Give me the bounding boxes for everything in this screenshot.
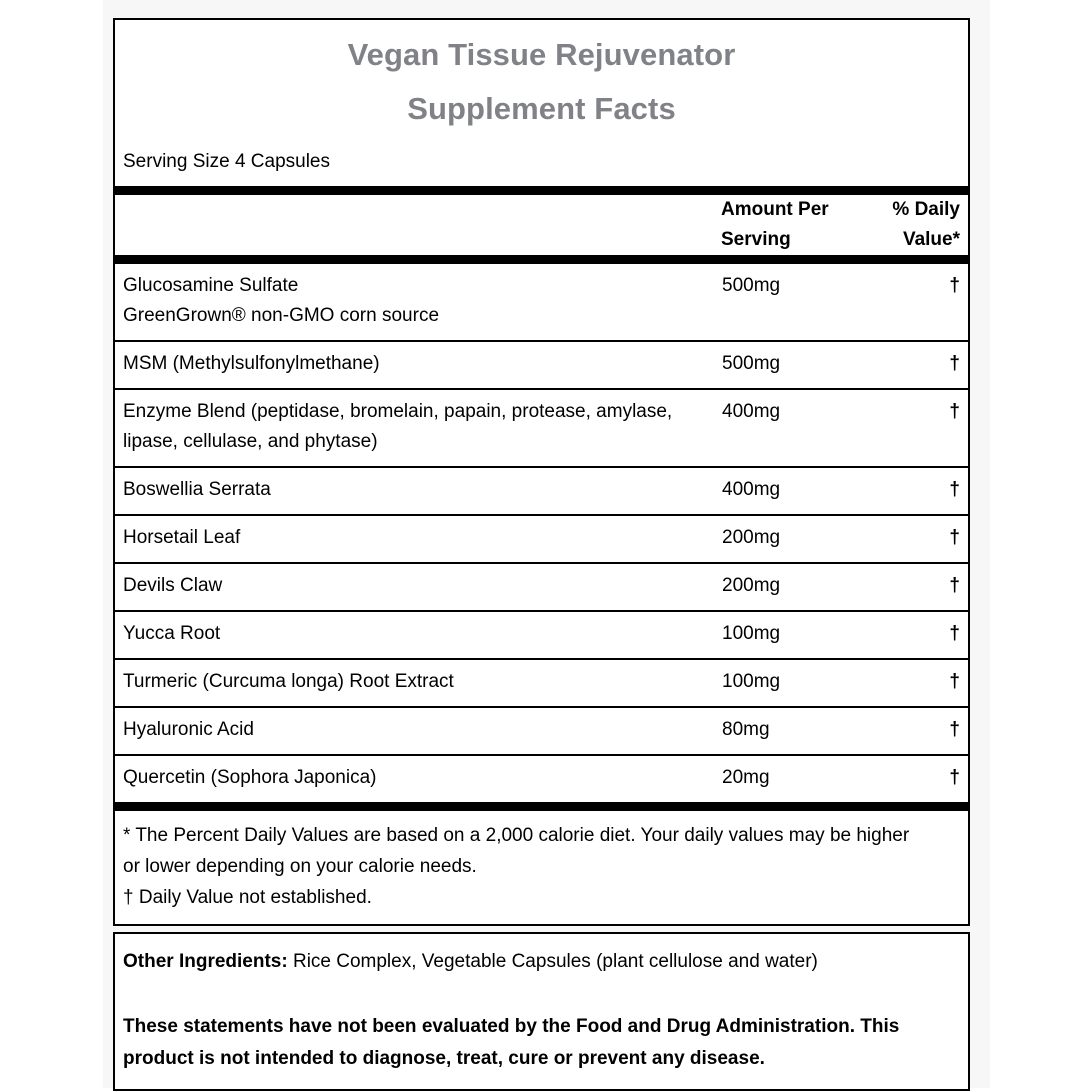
header-amount-cell [721,195,871,255]
footnote-percent-daily-line1: * The Percent Daily Values are based on a 2,000 calorie diet. Your daily values may be higher [123,825,910,846]
footnote-block [115,811,968,924]
ingredient-subtext: GreenGrown® non-GMO corn source [123,305,440,326]
ingredient-name: Glucosamine Sulfate [123,275,299,296]
ingredient-name: MSM (Methylsulfonylmethane) [123,353,380,374]
ingredient-name-cell [115,264,721,341]
supplement-facts-title: Supplement Facts [407,91,676,126]
ingredient-amount: 200mg [721,563,871,611]
ingredients-table [115,264,968,802]
ingredient-name-cell [115,755,721,802]
other-ingredients-inner [115,934,968,1089]
ingredient-name: Enzyme Blend (peptidase, bromelain, papain, protease, amylase, [123,401,673,422]
ingredient-daily-value: † [949,275,960,296]
ingredient-daily-value: † [871,659,968,707]
ingredient-amount: 20mg [721,755,871,802]
ingredient-name-cell [115,563,721,611]
ingredient-daily-value: † [871,515,968,563]
footnote-percent-daily-line2: or lower depending on your calorie needs. [123,856,477,877]
ingredient-row [115,563,968,611]
ingredient-name: Turmeric (Curcuma longa) Root Extract [123,671,454,692]
brand-title: Vegan Tissue Rejuvenator [347,37,736,72]
header-dv-line2: Value* [902,229,960,250]
ingredient-daily-value: † [871,467,968,515]
header-dv-line1: % Daily [892,199,960,220]
ingredient-amount: 500mg [722,275,781,296]
serving-size: Serving Size 4 Capsules [123,151,330,172]
ingredient-amount: 100mg [721,611,871,659]
rule-thick-top [113,186,970,195]
title-block [115,20,968,136]
ingredient-amount: 80mg [721,707,871,755]
ingredient-row [115,707,968,755]
ingredient-name: Hyaluronic Acid [123,719,254,740]
other-ingredients-label: Other Ingredients: [123,951,288,972]
ingredient-row [115,659,968,707]
ingredient-daily-value: † [871,341,968,389]
ingredient-row [115,467,968,515]
ingredient-subtext: lipase, cellulase, and phytase) [123,431,378,452]
ingredient-name: Horsetail Leaf [123,527,241,548]
table-header-row [115,195,968,255]
ingredient-daily-value: † [871,563,968,611]
ingredient-row [115,264,968,341]
header-name-cell [115,195,721,255]
ingredient-name-cell [115,515,721,563]
header-amount-line1: Amount Per [721,199,829,220]
fda-disclaimer [123,977,958,1075]
footnote-dagger-note: † Daily Value not established. [123,887,372,908]
ingredient-name: Quercetin (Sophora Japonica) [123,767,377,788]
ingredient-row [115,611,968,659]
ingredient-row [115,341,968,389]
ingredient-name: Yucca Root [123,623,221,644]
ingredient-row [115,755,968,802]
other-ingredients-line [123,946,958,977]
ingredient-amount: 400mg [721,467,871,515]
ingredient-amount: 200mg [721,515,871,563]
ingredient-daily-value: † [871,707,968,755]
fda-disclaimer-line1: These statements have not been evaluated by the Food and Drug Administration. This [123,1016,900,1037]
header-amount-line2: Serving [721,229,791,250]
ingredient-name: Devils Claw [123,575,223,596]
ingredient-daily-value: † [871,389,968,467]
ingredient-daily-value: † [871,611,968,659]
ingredient-amount: 400mg [721,389,871,467]
ingredient-row [115,389,968,467]
rule-thick-footnote [113,802,970,811]
ingredient-name-cell [115,707,721,755]
ingredient-amount: 100mg [721,659,871,707]
ingredient-amount: 500mg [721,341,871,389]
rule-thick-header [113,255,970,264]
ingredient-name-cell [115,341,721,389]
ingredient-name: Boswellia Serrata [123,479,271,500]
ingredient-name-cell [115,611,721,659]
header-daily-value-cell [871,195,968,255]
supplement-facts-label [113,18,970,926]
ingredient-daily-value: † [871,755,968,802]
ingredient-row [115,515,968,563]
other-ingredients-box [113,932,970,1091]
ingredient-name-cell [115,659,721,707]
other-ingredients-text: Rice Complex, Vegetable Capsules (plant cellulose and water) [287,951,818,972]
ingredient-name-cell [115,467,721,515]
facts-table [115,195,968,255]
ingredient-name-cell [115,389,721,467]
fda-disclaimer-line2: product is not intended to diagnose, treat, cure or prevent any disease. [123,1048,765,1069]
